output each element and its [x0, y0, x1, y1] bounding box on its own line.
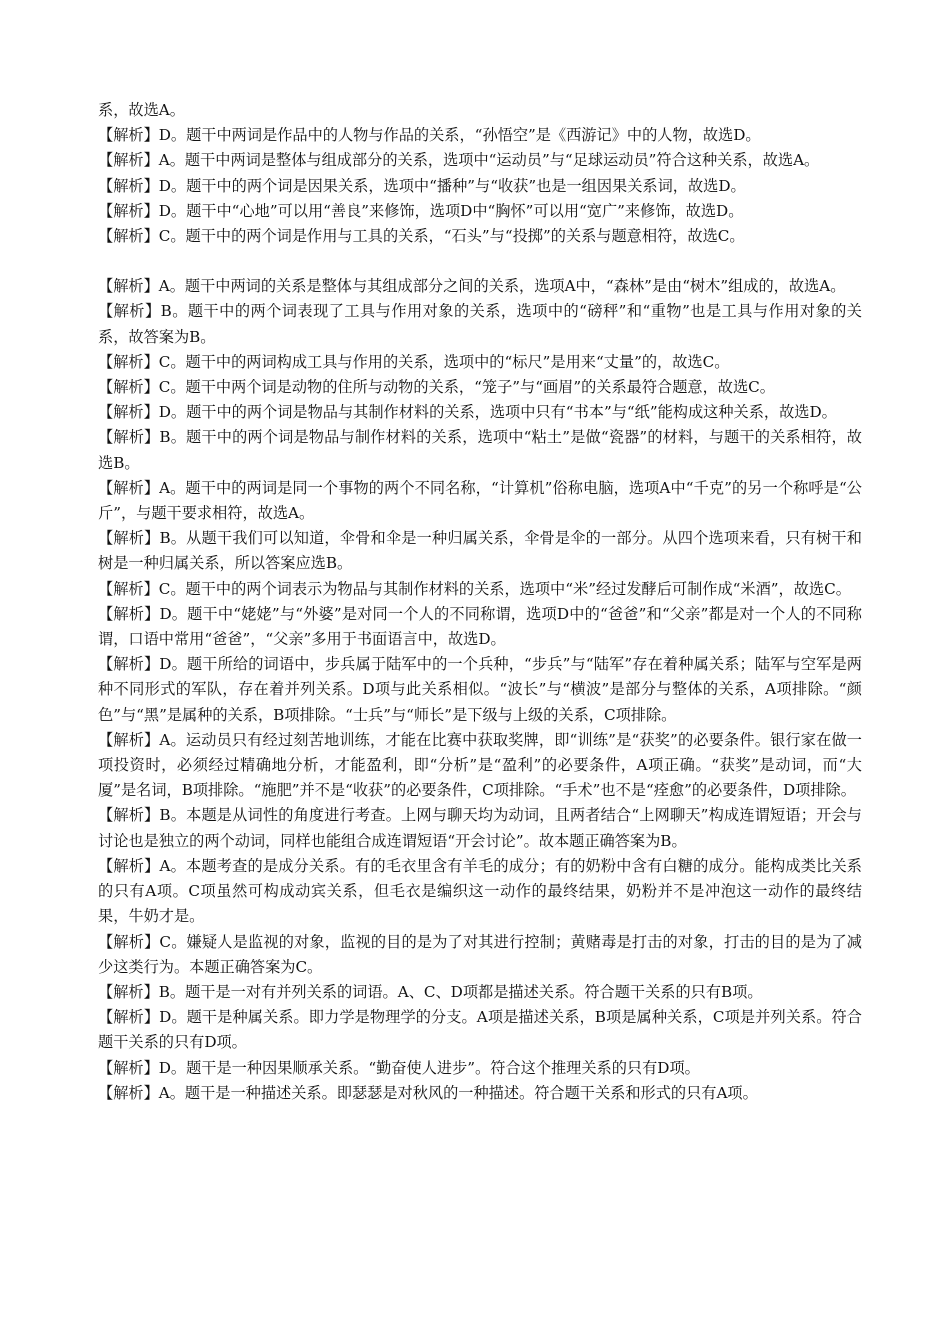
answer-paragraph: 【解析】D。题干中“姥姥”与“外婆”是对同一个人的不同称谓，选项D中的“爸爸”和“父亲”都是对一个人的不同称谓，口语中常用“爸爸”，“父亲”多用于书面语言中，故选D。	[98, 604, 862, 649]
answer-paragraph: 【解析】C。题干中的两词构成工具与作用的关系，选项中的“标尺”是用来“丈量”的，故选C。	[98, 352, 730, 371]
answer-paragraph: 【解析】D。题干中两词是作品中的人物与作品的关系，“孙悟空”是《西游记》中的人物，故选D。	[98, 126, 761, 145]
answer-paragraph: 【解析】D。题干所给的词语中，步兵属于陆军中的一个兵种，“步兵”与“陆军”存在着种属关系；陆军与空军是两种不同形式的军队，存在着并列关系。D项与此关系相似。“波长”与“横波”是部分与整体的关系，A项排除。“颜色”与“黑”是属种的关系，B项排除。“士兵”与“师长”是下级与上级的关系，C项排除。	[98, 655, 862, 724]
answer-paragraph: 【解析】C。嫌疑人是监视的对象，监视的目的是为了对其进行控制；黄赌毒是打击的对象，打击的目的是为了减少这类行为。本题正确答案为C。	[98, 932, 862, 976]
answer-paragraph: 【解析】C。题干中两个词是动物的住所与动物的关系，“笼子”与“画眉”的关系最符合题意，故选C。	[98, 378, 775, 397]
answer-paragraph: 【解析】A。题干是一种描述关系。即瑟瑟是对秋风的一种描述。符合题干关系和形式的只有A项。	[98, 1083, 758, 1102]
answer-paragraph: 【解析】A。题干中两词的关系是整体与其组成部分之间的关系，选项A中，“森林”是由“树木”组成的，故选A。	[98, 277, 846, 296]
answer-paragraph: 【解析】D。题干是一种因果顺承关系。“勤奋使人进步”。符合这个推理关系的只有D项。	[98, 1058, 700, 1077]
answer-paragraph: 系，故选A。	[98, 101, 185, 119]
answer-paragraph: 【解析】A。题干中的两词是同一个事物的两个不同名称，“计算机”俗称电脑，选项A中“千克”的另一个称呼是“公斤”，与题干要求相符，故选A。	[98, 478, 862, 523]
answer-paragraph: 【解析】B。题干中的两个词表现了工具与作用对象的关系，选项中的“磅秤”和“重物”也是工具与作用对象的关系，故答案为B。	[98, 302, 862, 346]
answer-paragraph: 【解析】A。运动员只有经过刻苦地训练，才能在比赛中获取奖牌，即“训练”是“获奖”的必要条件。银行家在做一项投资时，必须经过精确地分析，才能盈利，即“分析”是“盈利”的必要条件，A项正确。“获奖”是动词，而“大厦”是名词，B项排除。“施肥”并不是“收获”的必要条件，C项排除。“手术”也不是“痊愈”的必要条件，D项排除。	[98, 730, 862, 800]
answer-paragraph: 【解析】A。本题考查的是成分关系。有的毛衣里含有羊毛的成分；有的奶粉中含有白糖的成分。能构成类比关系的只有A项。C项虽然可构成动宾关系，但毛衣是编织这一动作的最终结果，奶粉并不是冲泡这一动作的最终结果，牛奶才是。	[98, 856, 862, 926]
answer-paragraph: 【解析】B。题干中的两个词是物品与制作材料的关系，选项中“粘土”是做“瓷器”的材料，与题干的关系相符，故选B。	[98, 428, 862, 472]
answer-paragraph: 【解析】B。本题是从词性的角度进行考查。上网与聊天均为动词，且两者结合“上网聊天”构成连谓短语；开会与讨论也是独立的两个动词，同样也能组合成连谓短语“开会讨论”。故本题正确答案为B。	[98, 806, 862, 850]
answer-paragraph: 【解析】D。题干中“心地”可以用“善良”来修饰，选项D中“胸怀”可以用“宽广”来修饰，故选D。	[98, 201, 744, 220]
document-page	[98, 98, 862, 1106]
answer-paragraph: 【解析】B。题干是一对有并列关系的词语。A、C、D项都是描述关系。符合题干关系的只有B项。	[98, 982, 763, 1001]
answer-paragraph: 【解析】D。题干中的两个词是因果关系，选项中“播种”与“收获”也是一组因果关系词，故选D。	[98, 176, 746, 195]
section-gap	[98, 249, 862, 274]
answer-paragraph: 【解析】D。题干中的两个词是物品与其制作材料的关系，选项中只有“书本”与“纸”能构成这种关系，故选D。	[98, 403, 837, 422]
answer-paragraph: 【解析】C。题干中的两个词表示为物品与其制作材料的关系，选项中“米”经过发酵后可制作成“米酒”，故选C。	[98, 579, 851, 598]
answer-paragraph: 【解析】C。题干中的两个词是作用与工具的关系，“石头”与“投掷”的关系与题意相符，故选C。	[98, 227, 745, 246]
answer-paragraph: 【解析】B。从题干我们可以知道，伞骨和伞是一种归属关系，伞骨是伞的一部分。从四个选项来看，只有树干和树是一种归属关系，所以答案应选B。	[98, 529, 862, 573]
answer-paragraph: 【解析】D。题干是种属关系。即力学是物理学的分支。A项是描述关系，B项是属种关系，C项是并列关系。符合题干关系的只有D项。	[98, 1008, 862, 1052]
answer-paragraph: 【解析】A。题干中两词是整体与组成部分的关系，选项中“运动员”与“足球运动员”符合这种关系，故选A。	[98, 151, 820, 170]
